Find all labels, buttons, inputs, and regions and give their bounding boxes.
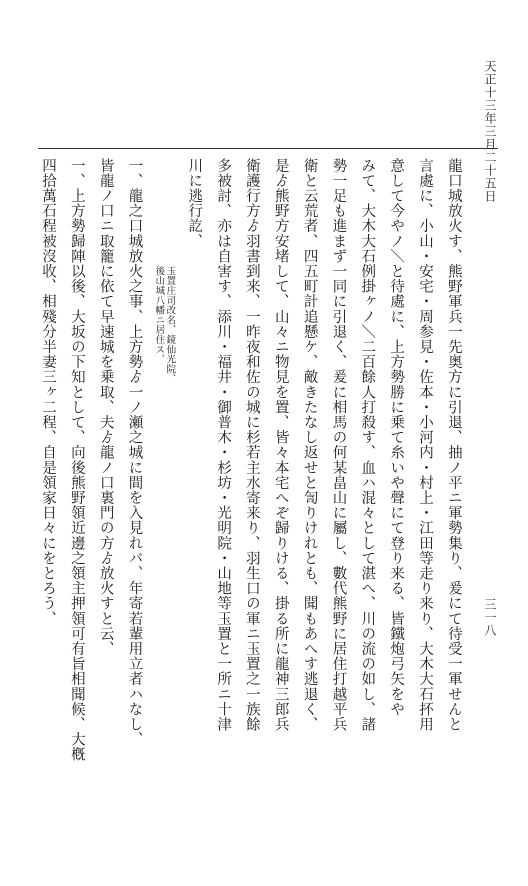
running-head-date: 天正十三年三月二十五日 [483, 60, 497, 203]
text-column: 多被討、亦は自害す、添川・福井・御普木・杉坊・光明院・山地等玉置と一所ニ十津 [215, 158, 232, 732]
note-line: 後山城八幡ニ居住ス、 [153, 266, 165, 364]
interlinear-note [153, 158, 175, 778]
text-column: 龍口城放火す、熊野軍兵一先奥方に引退、抽ノ平ニ軍勢集り、爰にて待受一軍せんと [445, 158, 462, 732]
text-column: 衛護行方ゟ羽書到来、一昨夜和佐の城に杉若主水寄来り、羽生口の軍ニ玉置之一族餘 [243, 158, 260, 732]
text-column: 意して今やノ＼と待處に、上方勢勝に乗て糸いや聲にて登り来る、皆鐵炮弓矢をや [388, 158, 405, 717]
header-rule [38, 148, 498, 149]
text-column: 是ゟ熊野方安堵して、山々ニ物見を置、皆々本宅へぞ歸りける、掛る所に龍神三郎兵 [272, 158, 289, 732]
text-column: 一、上方勢歸陣以後、大坂の下知として、向後熊野領近邊之領主押領可有旨相聞候、大槪 [68, 158, 85, 762]
text-column: 一、龍之口城放火之事、上方勢ゟ一ノ瀬之城に間を入見れバ、年寄若輩用立者ハなし、 [126, 158, 143, 747]
note-line: 玉置庄司改名、鏡仙光院、 [164, 266, 176, 384]
text-column: 衛と云荒者、四五町計追懸ケ、敵きたなし返せと訇りけれとも、聞もあへす逃退く、 [301, 158, 318, 732]
body-text [38, 158, 464, 778]
text-column: 四拾萬石程被沒收、相殘分半妻三ヶ二程、自是領家日々にをとろう、 [40, 158, 56, 627]
page-number: 三一八 [483, 598, 497, 637]
text-column: 川に逃行訖、 [186, 158, 203, 249]
text-column: 皆龍ノ口ニ取籠に依て早速城を乗取、夫ゟ龍ノ口裏門の方ゟ放火すと云、 [97, 158, 114, 657]
text-column: みて、大木大石例掛ヶノ＼二百餘人打殺す、血ハ混々として湛へ、川の流の如し、諸 [359, 158, 376, 732]
text-column: 勢一足も進まず一同に引退く、爰に相馬の何某畠山に屬し、數代熊野に居住打越平兵 [330, 158, 347, 732]
text-column: 言處に、小山・安宅・周参見・佐本・小河内・村上・江田等走り来り、大木大石抔用 [416, 158, 433, 732]
